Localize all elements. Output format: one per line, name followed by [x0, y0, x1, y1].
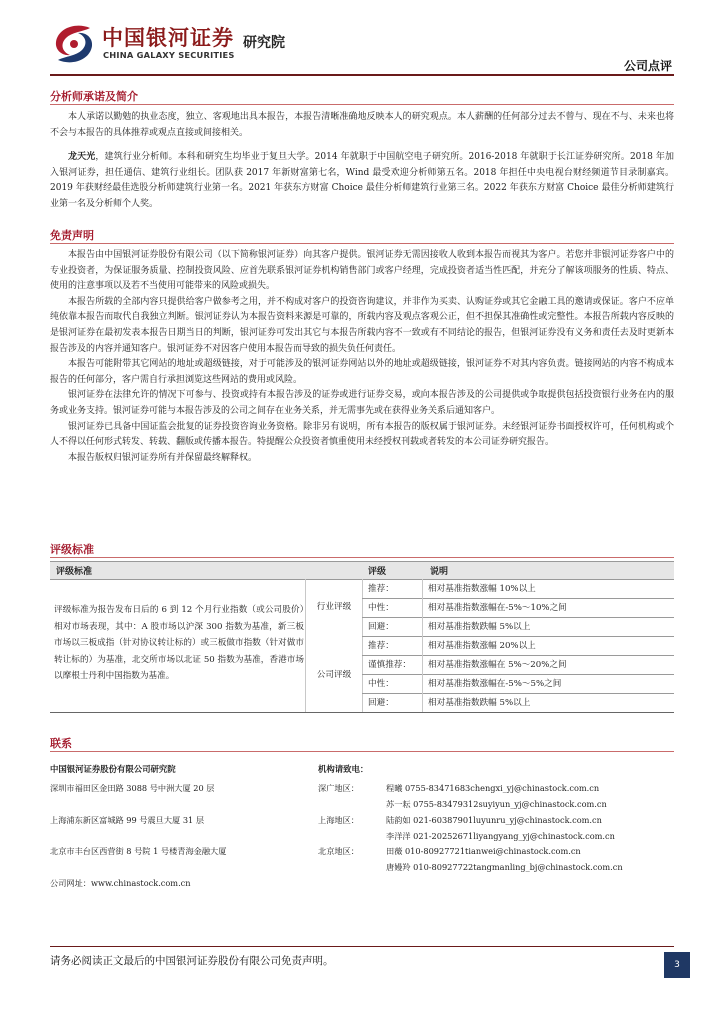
- company-rating-row: [362, 674, 674, 694]
- analyst-pledge: [50, 110, 674, 141]
- company-rating-row: [362, 655, 674, 675]
- industry-rating-row: [362, 617, 674, 637]
- company-rating-row: [362, 693, 674, 713]
- rating-level: 谨慎推荐：: [368, 660, 411, 670]
- rating-explanation: 相对基准指数涨幅在-5%～5%之间: [428, 679, 562, 689]
- company-rating-label: 公司评级: [316, 670, 352, 680]
- company-name: 中国银河证券股份有限公司研究院: [50, 764, 176, 774]
- region-shanghai: 上海地区：: [318, 815, 359, 825]
- contact-phone-email[interactable]: 唐嫚羚 010-80927722tangmanling_bj@chinastock.com.cn: [386, 862, 623, 872]
- section-divider: [50, 243, 674, 244]
- disclaimer-paragraph: 银河证券在法律允许的情况下可参与、投资或持有本报告涉及的证券或进行证券交易，或向本报告涉及的公司提供或争取提供包括投资银行业务在内的服务或业务支持。银河证券可能与本报告涉及的公司之间存在业务关系，并无需事先或在获得业务关系后通知客户。: [50, 390, 674, 416]
- brand-logo: [50, 20, 340, 68]
- cell-divider: [422, 579, 423, 598]
- cell-divider: [422, 655, 423, 674]
- disclaimer-section-title: 免责声明: [50, 229, 94, 242]
- disclaimer-paragraph: 银河证券已具备中国证监会批复的证券投资咨询业务资格。除非另有说明，所有本报告的版权属于银河证券。未经银河证券书面授权许可，任何机构或个人不得以任何形式转发、转载、翻版或传播本报告。特提醒公众投资者慎重使用未经授权刊载或者转发的本公司证券研究报告。: [50, 421, 674, 448]
- rating-explanation: 相对基准指数涨幅在 5%～20%之间: [428, 660, 567, 670]
- address-shanghai: 上海浦东新区富城路 99 号震旦大厦 31 层: [50, 815, 205, 825]
- sales-contact-title: 机构请致电：: [318, 764, 369, 774]
- cell-divider: [422, 598, 423, 617]
- galaxy-logo-icon: [50, 22, 96, 66]
- address-shenzhen: 深圳市福田区金田路 3088 号中洲大厦 20 层: [50, 783, 215, 793]
- table-bottom-border: [50, 712, 362, 713]
- region-beijing: 北京地区：: [318, 846, 359, 856]
- rating-table-header: [50, 561, 674, 580]
- rating-level: 中性：: [368, 679, 394, 689]
- disclaimer-body: [50, 248, 674, 466]
- rating-explanation: 相对基准指数跌幅 5%以上: [428, 698, 531, 708]
- rating-explanation: 相对基准指数涨幅 20%以上: [428, 641, 536, 651]
- company-website[interactable]: 公司网址：www.chinastock.com.cn: [50, 878, 191, 888]
- analyst-name: 龙天光: [68, 152, 96, 162]
- contact-phone-email[interactable]: 李洋洋 021-20252671liyangyang_yj@chinastock.com.cn: [386, 831, 615, 841]
- rating-explanation: 相对基准指数跌幅 5%以上: [428, 622, 531, 632]
- header-divider: [50, 74, 674, 76]
- logo-chinese-text: 中国银河证券: [102, 26, 234, 50]
- rating-level: 回避：: [368, 698, 394, 708]
- contact-section-title: 联系: [50, 737, 72, 750]
- pledge-text: 本人承诺以勤勉的执业态度，独立、客观地出具本报告，本报告清晰准确地反映本人的研究观点。本人薪酬的任何部分过去不曾与、现在不与、未来也将不会与本报告的具体推荐或观点直接或间接相关。: [50, 112, 674, 138]
- rating-level: 推荐：: [368, 641, 394, 651]
- contact-phone-email[interactable]: 程曦 0755-83471683chengxi_yj@chinastock.com.cn: [386, 783, 600, 793]
- industry-rating-row: [362, 579, 674, 599]
- header-standard: 评级标准: [56, 567, 93, 577]
- contact-phone-email[interactable]: 田薇 010-80927721tianwei@chinastock.com.cn: [386, 846, 581, 856]
- disclaimer-paragraph: 本报告由中国银河证券股份有限公司（以下简称银河证券）向其客户提供。银河证券无需因接收人收到本报告而视其为客户。若您并非银河证券客户中的专业投资者，为保证服务质量、控制投资风险、应首先联系银河证券机构销售部门或客户经理，完成投资者适当性匹配，并充分了解该项服务的性质、特点、使用的注意事项以及若不当使用可能带来的风险或损失。: [50, 250, 674, 292]
- institute-label: 研究院: [243, 35, 285, 51]
- report-type-label: 公司点评: [623, 59, 672, 73]
- cell-divider: [422, 617, 423, 636]
- analyst-section-title: 分析师承诺及简介: [50, 90, 138, 103]
- header-level: 评级: [368, 567, 387, 577]
- address-beijing: 北京市丰台区西营街 8 号院 1 号楼青海金融大厦: [50, 846, 227, 856]
- region-shenzhen: 深广地区：: [318, 783, 359, 793]
- rating-explanation: 相对基准指数涨幅在-5%～10%之间: [428, 603, 567, 613]
- section-divider: [50, 104, 674, 105]
- disclaimer-paragraph: 本报告可能附带其它网站的地址或超级链接，对于可能涉及的银河证券网站以外的地址或超级链接，银河证券不对其内容负责。链接网站的内容不构成本报告的任何部分，客户需自行承担浏览这些网站的费用或风险。: [50, 359, 674, 385]
- company-rating-row: [362, 636, 674, 656]
- contact-phone-email[interactable]: 陆韵如 021-60387901luyunru_yj@chinastock.com.cn: [386, 815, 602, 825]
- page-number: 3: [664, 952, 690, 978]
- rating-section-title: 评级标准: [50, 543, 94, 556]
- section-divider: [50, 557, 674, 558]
- industry-rating-row: [362, 598, 674, 618]
- rating-level: 中性：: [368, 603, 394, 613]
- logo-english-text: CHINA GALAXY SECURITIES: [103, 50, 235, 60]
- rating-level: 推荐：: [368, 584, 394, 594]
- contact-phone-email[interactable]: 苏一耘 0755-83479312suyiyun_yj@chinastock.com.cn: [386, 799, 607, 809]
- rating-explanation: 相对基准指数涨幅 10%以上: [428, 584, 536, 594]
- analyst-bio: [50, 150, 674, 212]
- header-explanation: 说明: [430, 567, 449, 577]
- cell-divider: [422, 636, 423, 655]
- industry-rating-label: 行业评级: [316, 602, 352, 612]
- disclaimer-paragraph: 本报告版权归银河证券所有并保留最终解释权。: [68, 452, 258, 463]
- disclaimer-paragraph: 本报告所载的全部内容只提供给客户做参考之用，并不构成对客户的投资咨询建议，并非作为买卖、认购证券或其它金融工具的邀请或保证。客户不应单纯依靠本报告而取代自我独立判断。银河证券认为本报告资料来源是可靠的，所载内容及观点客观公正，但不担保其准确性或完整性。本报告所载内容反映的是银河证券在最初发表本报告日期当日的判断，银河证券可发出其它与本报告所载内容不一致或有不同结论的报告，但银河证券没有义务和责任去及时更新本报告涉及的内容并通知客户。银河证券不对因客户使用本报告而导致的损失负任何责任。: [50, 296, 674, 354]
- section-divider: [50, 751, 674, 752]
- rating-description: 评级标准为报告发布日后的 6 到 12 个月行业指数（或公司股价）相对市场表现，其中：A 股市场以沪深 300 指数为基准，新三板市场以三板成指（针对协议转让标的）或三板做市指数（针对做市转让标的）为基准，北交所市场以北证 50 指数为基准，香港市场以摩根士丹利中国指数为基准。: [54, 605, 304, 681]
- cell-divider: [422, 674, 423, 693]
- footer-notice: 请务必阅读正文最后的中国银河证券股份有限公司免责声明。: [50, 955, 334, 967]
- cell-divider: [422, 693, 423, 712]
- table-divider: [305, 579, 306, 712]
- footer-divider: [50, 946, 674, 947]
- analyst-bio-text: ，建筑行业分析师。本科和研究生均毕业于复旦大学。2014 年就职于中国航空电子研究所。2016-2018 年就职于长江证券研究所。2018 年加入银河证券，担任通信、建筑行业组长。团队获 2017 年新财富第七名，Wind 最受欢迎分析师第五名。2018 年担任中央电视台财经频道节目录制嘉宾。2019 年获财经最佳选股分析师建筑行业第一名。2021 年获东方财富 Choice 最佳分析师建筑行业第三名。2022 年获东方财富 Choice 最佳分析师建筑行业第一名及分析师个人奖。: [50, 152, 674, 209]
- rating-level: 回避：: [368, 622, 394, 632]
